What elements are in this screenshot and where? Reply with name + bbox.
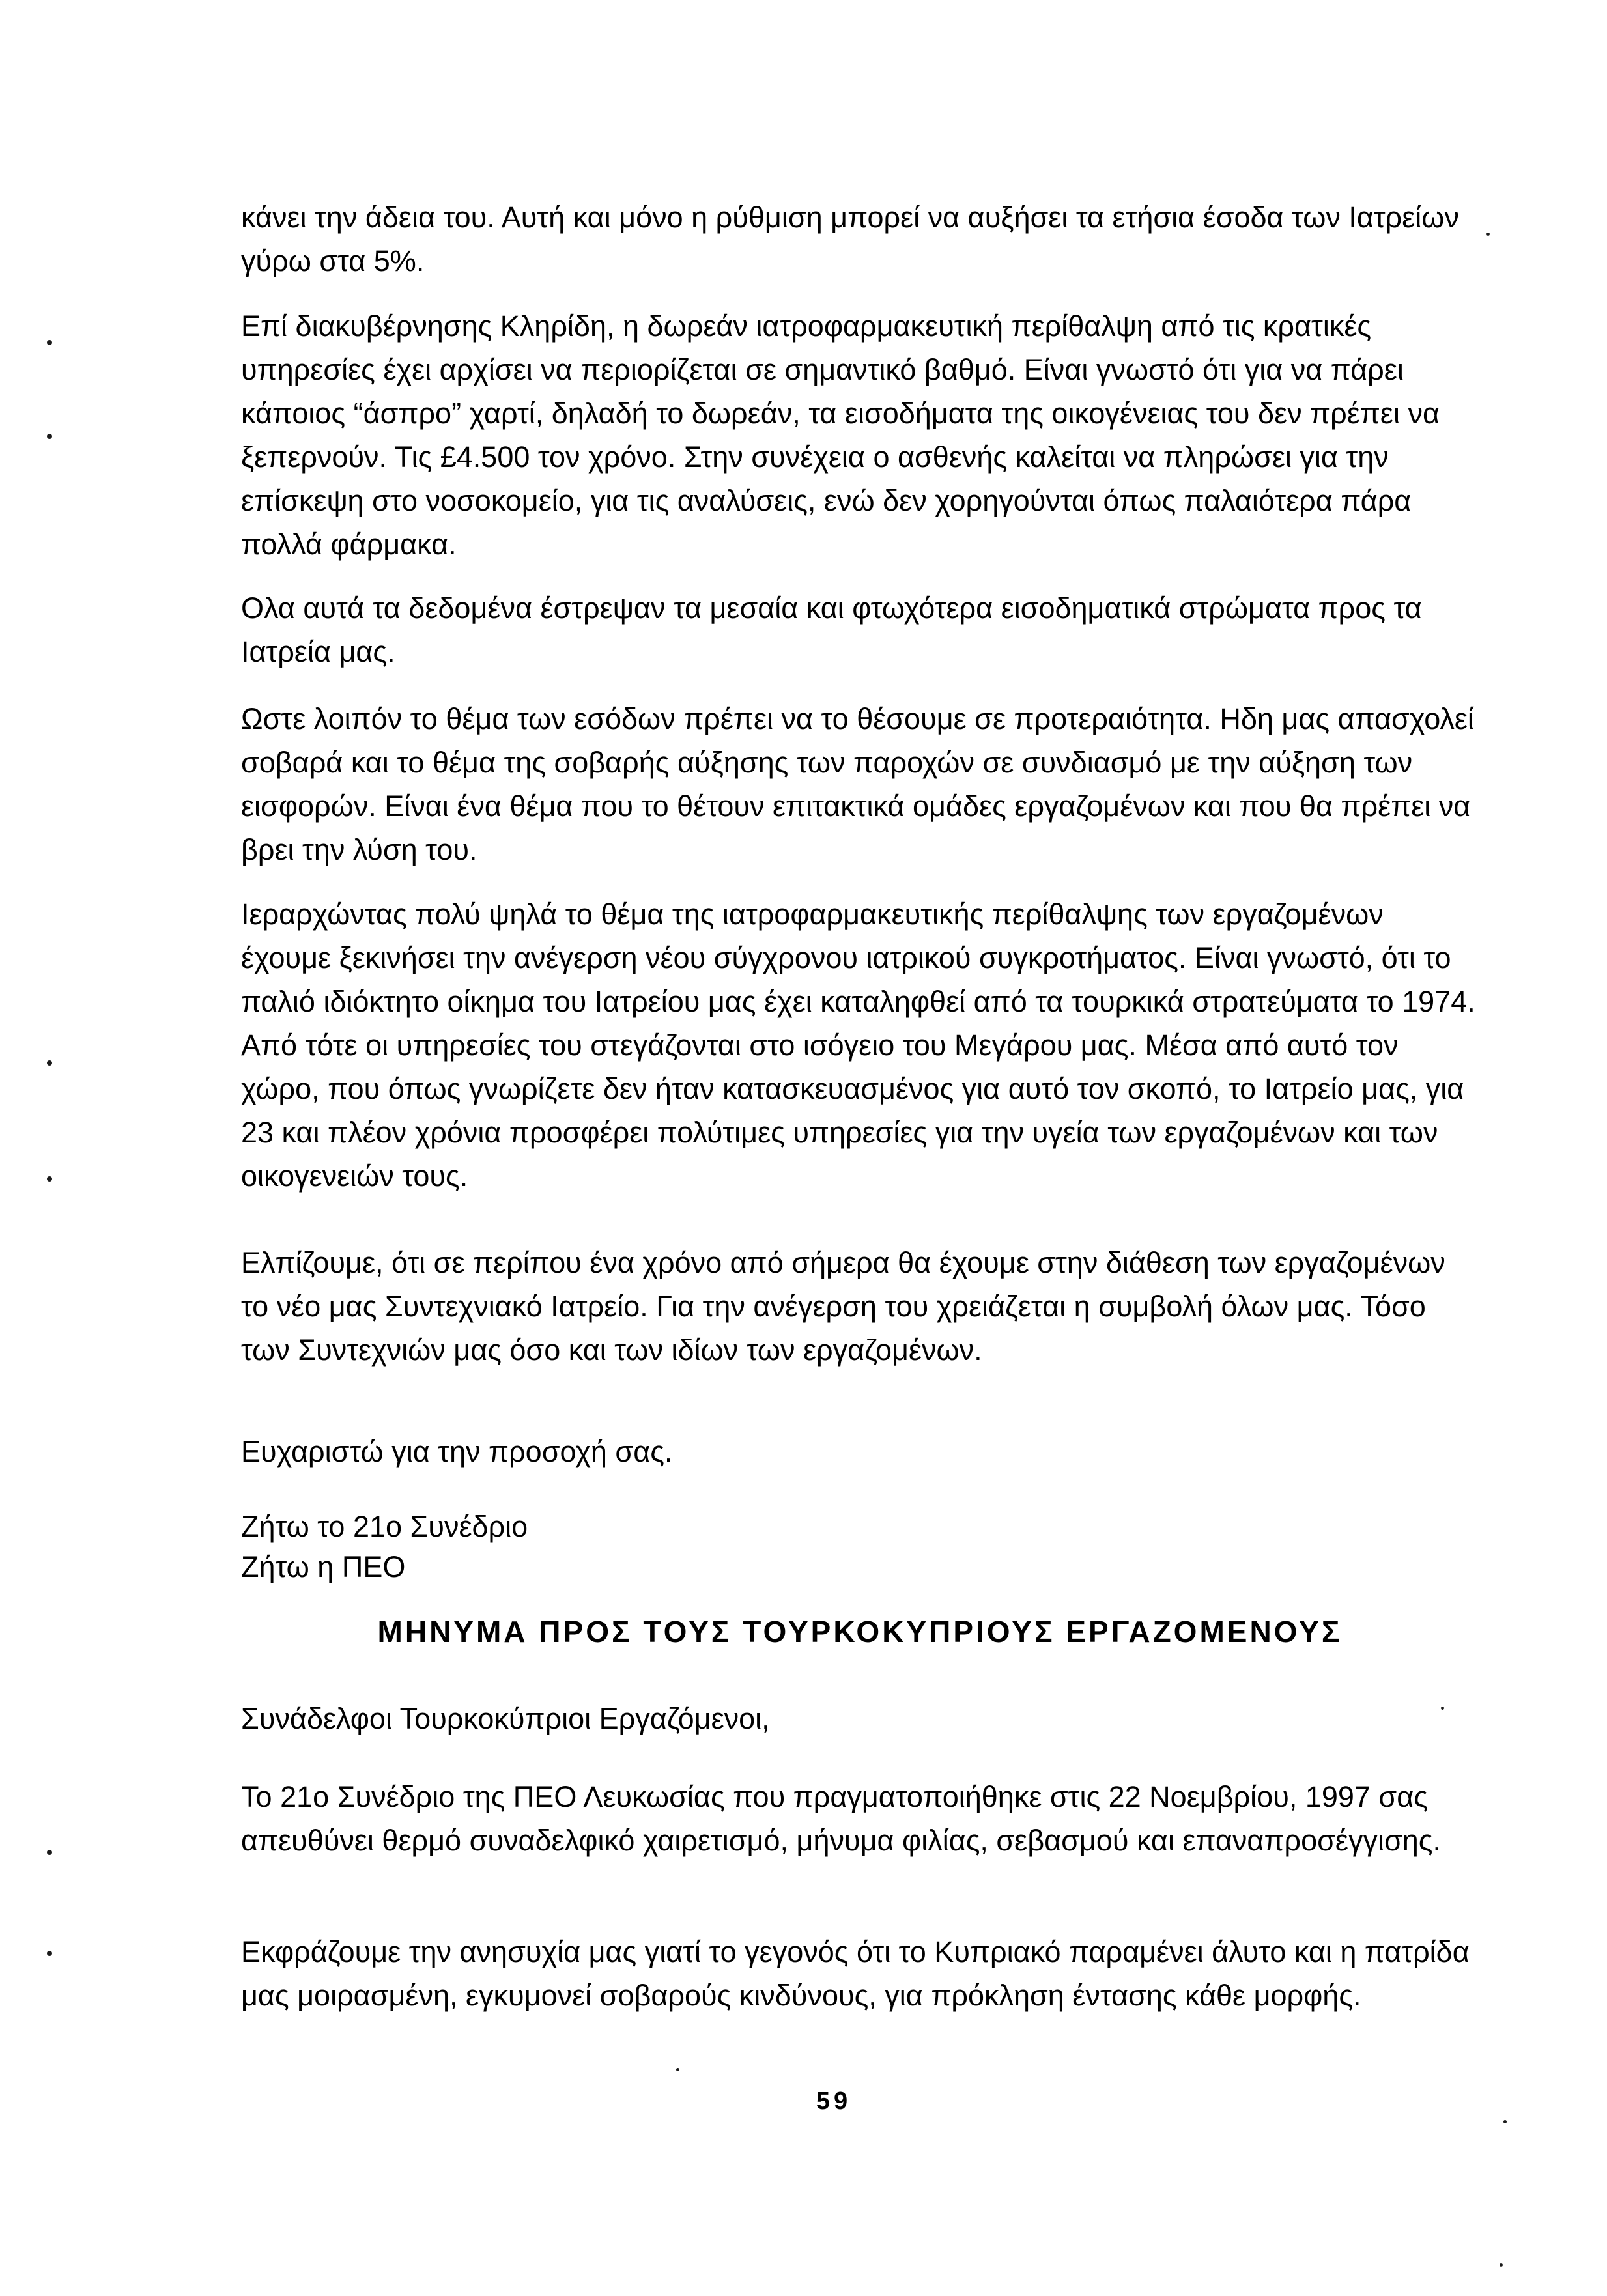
paragraph-free-healthcare: Επί διακυβέρνησης Κληρίδη, η δωρεάν ιατροφαρμακευτική περίθαλψη από τις κρατικές υπηρεσίες έχει αρχίσει να περιορίζεται σε σημαντικό βαθμό. Είναι γνωστό ότι για να πάρει κάποιος “άσπρο” χαρτί, δηλαδή το δωρεάν, τα εισοδήματα της οικογένειας του δεν πρέπει να ξεπερνούν. Τις £4.500 τον χρόνο. Στην συνέχεια ο ασθενής καλείται να πληρώσει για την επίσκεψη στο νοσοκομείο, για τις αναλύσεις, ενώ δεν χορηγούνται όπως παλαιότερα πάρα πολλά φάρμακα.	[241, 309, 1440, 561]
paragraph-medical-complex: Ιεραρχώντας πολύ ψηλά το θέμα της ιατροφαρμακευτικής περίθαλψης των εργαζομένων έχουμε ξεκινήσει την ανέγερση νέου σύγχρονου ιατρικού συγκροτήματος. Είναι γνωστό, ότι το παλιό ιδιόκτητο οίκημα του Ιατρείου μας έχει καταληφθεί από τα τουρκικά στρατεύματα το 1974. Από τότε οι υπηρεσίες του στεγάζονται στο ισόγειο του Μεγάρου μας. Μέσα από αυτό τον χώρο, που όπως γνωρίζετε δεν ήταν κατασκευασμένος για αυτό τον σκοπό, το Ιατρείο μας, για 23 και πλέον χρόνια προσφέρει πολύτιμες υπηρεσίες για την υγεία των εργαζομένων και των οικογενειών τους.	[241, 898, 1475, 1193]
scan-speck	[47, 1060, 52, 1066]
paragraph-thanks: Ευχαριστώ για την προσοχή σας.	[241, 1435, 673, 1468]
paragraph-revenue-priority: Ωστε λοιπόν το θέμα των εσόδων πρέπει να το θέσουμε σε προτεραιότητα. Ηδη μας απασχολεί σοβαρά και το θέμα της σοβαρής αύξησης των παροχών σε συνδιασμό με την αύξηση των εισφορών. Είναι ένα θέμα που το θέτουν επιτακτικά ομάδες εργαζομένων και που θα πρέπει να βρει την λύση του.	[241, 702, 1474, 866]
closing-line-peo: Ζήτω η ΠΕΟ	[241, 1550, 406, 1583]
scan-speck	[47, 340, 52, 345]
section-heading: ΜΗΝΥΜΑ ΠΡΟΣ ΤΟΥΣ ΤΟΥΡΚΟΚΥΠΡΙΟΥΣ ΕΡΓΑΖΟΜΕΝΟΥΣ	[377, 1615, 1343, 1649]
paragraph-annual-income: κάνει την άδεια του. Αυτή και μόνο η ρύθμιση μπορεί να αυξήσει τα ετήσια έσοδα των Ιατρείων γύρω στα 5%.	[241, 201, 1459, 277]
page-number: 59	[816, 2088, 852, 2115]
scan-speck	[47, 1176, 52, 1182]
scan-speck	[47, 1951, 52, 1956]
scan-speck	[676, 2068, 679, 2071]
message-paragraph-concern: Εκφράζουμε την ανησυχία μας γιατί το γεγονός ότι το Κυπριακό παραμένει άλυτο και η πατρίδα μας μοιρασμένη, εγκυμονεί σοβαρούς κινδύνους, για πρόκληση έντασης κάθε μορφής.	[241, 1935, 1470, 2012]
scan-speck	[47, 1850, 52, 1855]
closing-line-congress: Ζήτω το 21ο Συνέδριο	[241, 1510, 528, 1543]
paragraph-new-clinic: Ελπίζουμε, ότι σε περίπου ένα χρόνο από σήμερα θα έχουμε στην διάθεση των εργαζομένων το νέο μας Συντεχνιακό Ιατρείο. Για την ανέγερση του χρειάζεται η συμβολή όλων μας. Τόσο των Συντεχνιών μας όσο και των ιδίων των εργαζομένων.	[241, 1246, 1445, 1367]
scan-speck	[47, 434, 52, 439]
paragraph-income-strata: Ολα αυτά τα δεδομένα έστρεψαν τα μεσαία και φτωχότερα εισοδηματικά στρώματα προς τα Ιατρεία μας.	[241, 591, 1422, 668]
scan-speck	[1503, 2120, 1507, 2123]
message-paragraph-greeting: Το 21ο Συνέδριο της ΠΕΟ Λευκωσίας που πραγματοποιήθηκε στις 22 Νοεμβρίου, 1997 σας απευθύνει θερμό συναδελφικό χαιρετισμό, μήνυμα φιλίας, σεβασμού και επαναπροσέγγισης.	[241, 1780, 1441, 1857]
scan-speck	[1441, 1707, 1444, 1710]
scan-speck	[1486, 233, 1490, 236]
message-salutation: Συνάδελφοι Τουρκοκύπριοι Εργαζόμενοι,	[241, 1702, 770, 1735]
scan-speck	[1500, 2263, 1503, 2267]
